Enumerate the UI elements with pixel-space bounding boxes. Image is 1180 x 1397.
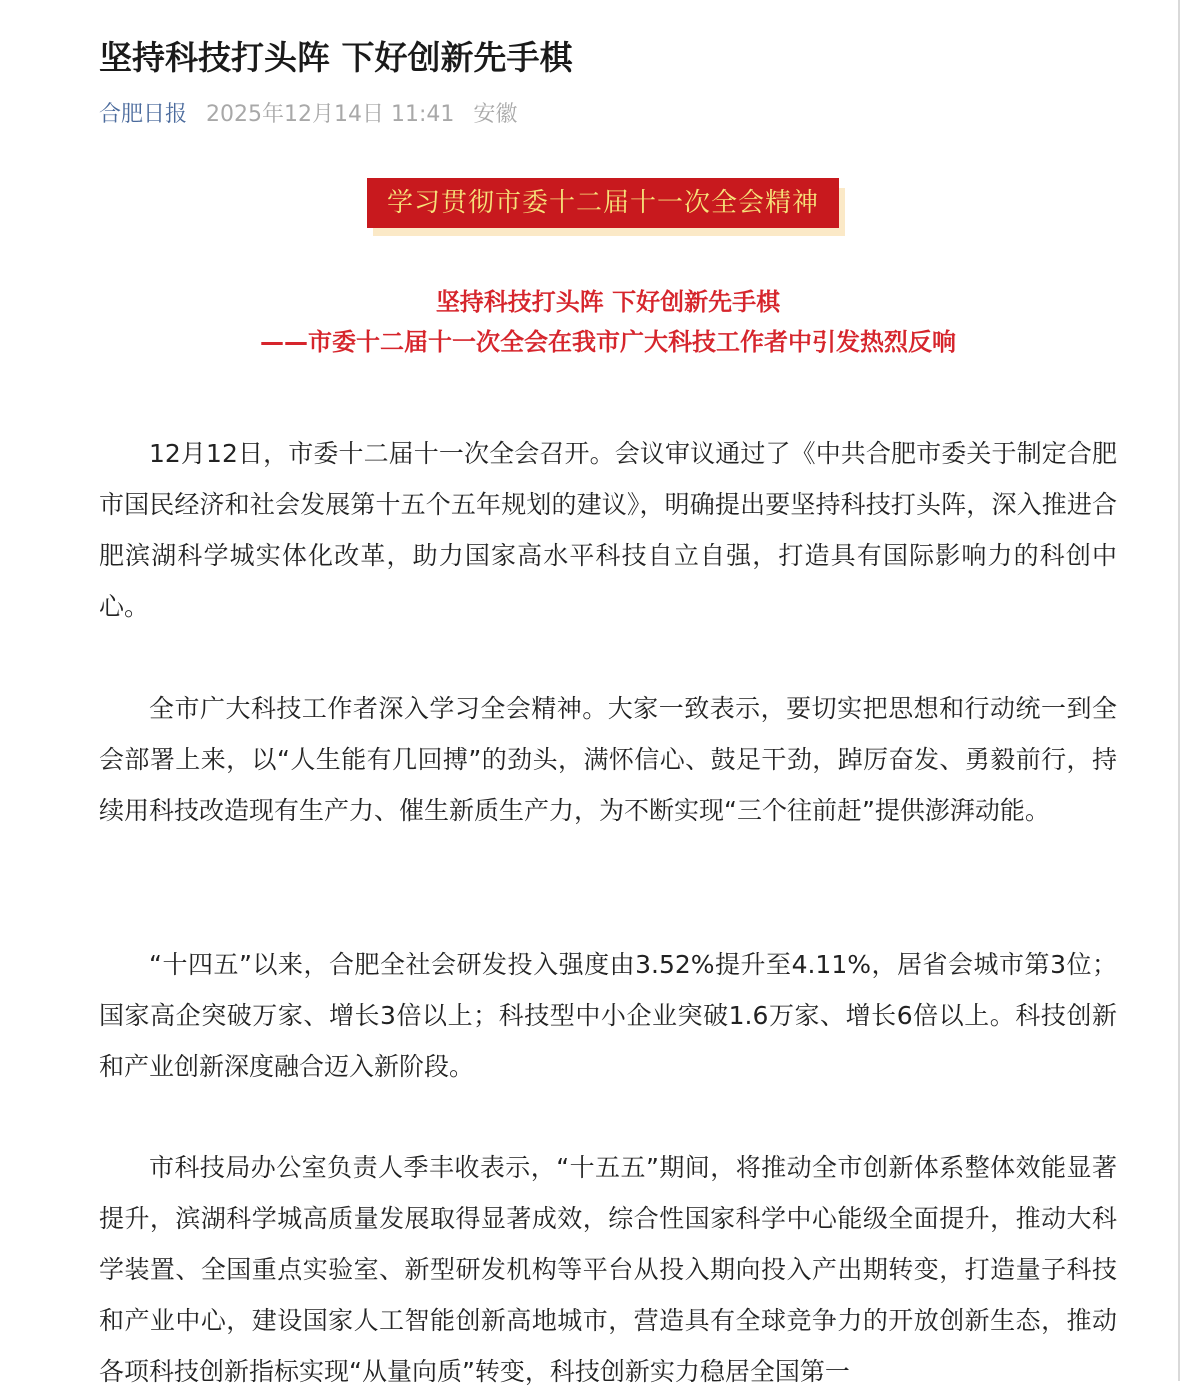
subheading-line-2: ——市委十二届十一次全会在我市广大科技工作者中引发热烈反响 <box>260 328 956 356</box>
source-link[interactable]: 合肥日报 <box>99 102 188 127</box>
subheading <box>99 282 1117 362</box>
paragraph-1: 12月12日，市委十二届十一次全会召开。会议审议通过了《中共合肥市委关于制定合肥市国民经济和社会发展第十五个五年规划的建议》，明确提出要坚持科技打头阵，深入推进合肥滨湖科学城实体化改革，助力国家高水平科技自立自强，打造具有国际影响力的科创中心。 <box>99 439 1117 621</box>
publish-time: 2025年12月14日 11:41 <box>206 102 455 127</box>
article-meta <box>99 100 517 130</box>
banner-text: 学习贯彻市委十二届十一次全会精神 <box>367 178 839 228</box>
paragraph-4: 市科技局办公室负责人季丰收表示，“十五五”期间，将推动全市创新体系整体效能显著提升，滨湖科学城高质量发展取得显著成效，综合性国家科学中心能级全面提升，推动大科学装置、全国重点实验室、新型研发机构等平台从投入期向投入产出期转变，打造量子科技和产业中心，建设国家人工智能创新高地城市，营造具有全球竞争力的开放创新生态，推动各项科技创新指标实现“从量向质”转变，科技创新实力稳居全国第一 <box>99 1153 1117 1386</box>
topic-banner <box>367 178 845 238</box>
paragraph-3: “十四五”以来，合肥全社会研发投入强度由3.52%提升至4.11%，居省会城市第3位；国家高企突破万家、增长3倍以上；科技型中小企业突破1.6万家、增长6倍以上。科技创新和产业创新深度融合迈入新阶段。 <box>99 950 1117 1081</box>
article-title: 坚持科技打头阵 下好创新先手棋 <box>99 38 573 77</box>
location-label: 安徽 <box>473 102 518 127</box>
subheading-line-1: 坚持科技打头阵 下好创新先手棋 <box>435 288 781 316</box>
paragraph-2: 全市广大科技工作者深入学习全会精神。大家一致表示，要切实把思想和行动统一到全会部署上来，以“人生能有几回搏”的劲头，满怀信心、鼓足干劲，踔厉奋发、勇毅前行，持续用科技改造现有生产力、催生新质生产力，为不断实现“三个往前赶”提供澎湃动能。 <box>99 694 1117 825</box>
